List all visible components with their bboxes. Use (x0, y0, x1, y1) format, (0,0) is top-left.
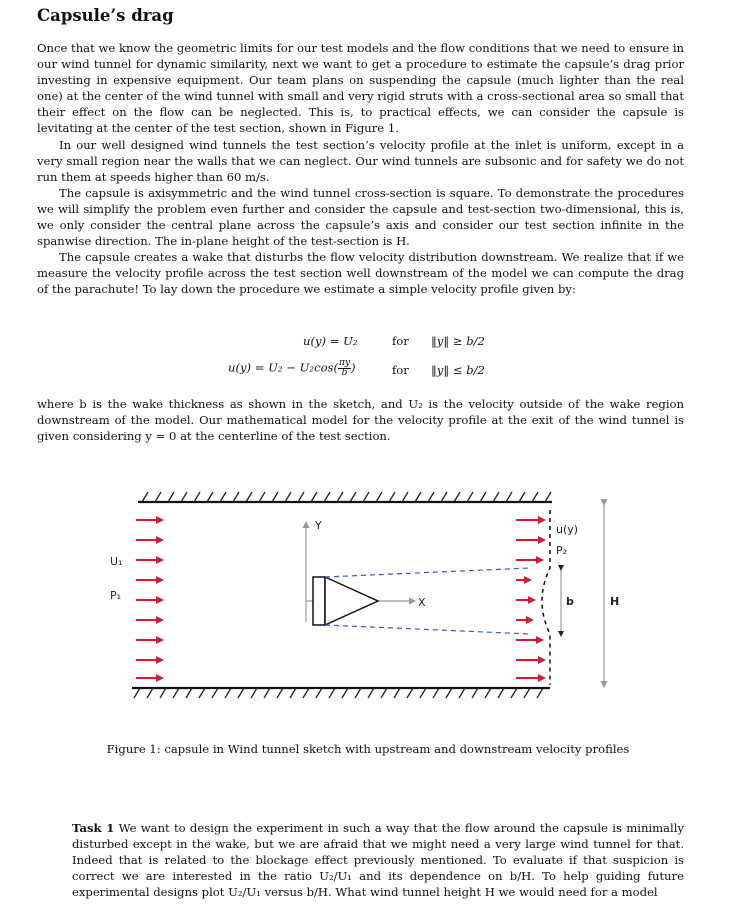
paragraph: Once that we know the geometric limits for our test models and the flow conditions that we need to ensure in our wind tunnel for dynamic similarity, next we want to get a procedure to estimate the capsule’s drag prior investing in expensive equipment. Our team plans on suspending the capsule (much lighter than the real one) at the center of the wind tunnel with small and very rigid struts with a cross-sectional area so small that their effect on the flow can be neglected. This is, to practical effects, we can consider the capsule is levitating at the center of the test section, shown in Figure 1. (37, 41, 684, 136)
label-p2: P₂ (556, 544, 568, 557)
wind-tunnel-figure (110, 490, 620, 720)
task-1 (72, 820, 684, 900)
equation-2-lhs-b: ) (351, 360, 356, 375)
equation-1-condition: ‖y‖ ≥ b/2 (431, 334, 485, 348)
intro-text (37, 40, 684, 298)
equation-2-condition: ‖y‖ ≤ b/2 (431, 363, 485, 377)
equation-1-lhs: u(y) = U₂ (303, 334, 358, 348)
equation-2-lhs-a: u(y) = U₂ − U₂cos( (228, 360, 339, 375)
capsule (313, 577, 378, 625)
fraction-numerator: πy (339, 358, 351, 368)
equation-2-fraction (338, 359, 351, 378)
label-u1: U₁ (110, 555, 123, 568)
paragraph: The capsule creates a wake that disturbs the flow velocity distribution downstream. We realize that if we measure the velocity profile across the test section well downstream of the model we can compute the drag of the parachute! To lay down the procedure we estimate a simple velocity profile given by: (37, 250, 684, 297)
label-h: H (610, 595, 620, 608)
label-y: Y (315, 519, 322, 532)
label-uy: u(y) (556, 523, 579, 536)
fraction-denominator: b (341, 368, 348, 378)
upstream-arrows (136, 520, 162, 678)
equation-1-for: for (392, 334, 409, 348)
paragraph: In our well designed wind tunnels the test section’s velocity profile at the inlet is uniform, except in a very small region near the walls that we can neglect. Our wind tunnels are subsonic and for safety we do not run them at speeds higher than 60 m/s. (37, 137, 684, 184)
paragraph: where b is the wake thickness as shown in the sketch, and U₂ is the velocity outside of the wake region downstream of the model. Our mathematical model for the velocity profile at the exit of the wind tunnel is given considering y = 0 at the centerline of the test section. (37, 397, 684, 444)
figure-caption: Figure 1: capsule in Wind tunnel sketch with upstream and downstream velocity profiles (106, 742, 630, 756)
top-wall-hatch (142, 492, 551, 502)
downstream-arrows (516, 520, 544, 678)
wake-lower-boundary (325, 625, 530, 634)
task-label: Task 1 (72, 821, 115, 835)
equation-2-lhs (228, 359, 356, 378)
velocity-profile-curve (542, 510, 550, 685)
task-text: We want to design the experiment in such a way that the flow around the capsule is minimally disturbed except in the wake, but we are afraid that we might need a very large wind tunnel for that. Indeed that is related to the blockage effect previously mentioned. To evaluate if that suspicion is correct we are interested in the ratio U₂/U₁ and its dependence on b/H. To help guiding future experimental designs plot U₂/U₁ versus b/H. What wind tunnel height H we would need for a model (72, 821, 684, 899)
label-x: X (418, 596, 426, 609)
wake-upper-boundary (325, 568, 530, 577)
paragraph: The capsule is axisymmetric and the wind tunnel cross-section is square. To demonstrate the procedures we will simplify the problem even further and consider the capsule and test-section two-dimensional, this is, we only consider the central plane across the capsule’s axis and consider our test section infinite in the spanwise direction. The in-plane height of the test-section is H. (37, 185, 684, 249)
equation-2-for: for (392, 363, 409, 377)
label-b: b (566, 595, 574, 608)
bottom-wall-hatch (134, 688, 543, 698)
after-equation-text (37, 396, 684, 444)
section-title: Capsule’s drag (37, 6, 174, 25)
label-p1: P₁ (110, 589, 122, 602)
